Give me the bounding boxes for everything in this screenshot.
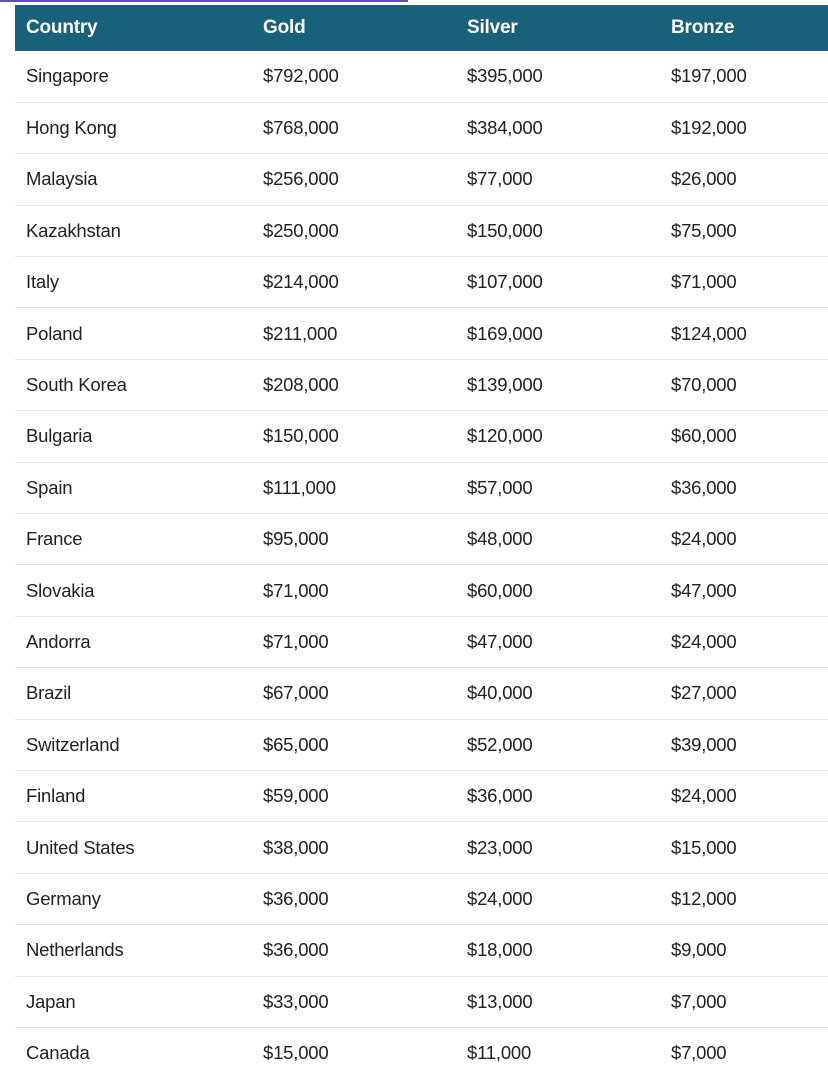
cell-bronze: $12,000 bbox=[671, 887, 737, 909]
table-row bbox=[15, 565, 828, 616]
prize-money-table-container bbox=[15, 5, 828, 1079]
cell-bronze: $27,000 bbox=[671, 682, 737, 704]
prize-money-table bbox=[15, 5, 828, 1079]
cell-gold: $36,000 bbox=[263, 939, 329, 961]
cell-silver: $18,000 bbox=[467, 939, 533, 961]
table-row bbox=[15, 976, 828, 1027]
cell-bronze: $15,000 bbox=[671, 836, 737, 858]
cell-bronze: $24,000 bbox=[671, 630, 737, 652]
cell-silver: $52,000 bbox=[467, 733, 533, 755]
cell-silver: $36,000 bbox=[467, 785, 533, 807]
cell-gold: $768,000 bbox=[263, 117, 339, 139]
cell-country: Bulgaria bbox=[26, 425, 93, 447]
cell-gold: $150,000 bbox=[263, 425, 339, 447]
cell-gold: $792,000 bbox=[263, 65, 339, 87]
cell-bronze: $36,000 bbox=[671, 476, 737, 498]
cell-country: Hong Kong bbox=[26, 117, 117, 139]
cell-bronze: $24,000 bbox=[671, 785, 737, 807]
cell-gold: $65,000 bbox=[263, 733, 329, 755]
cell-gold: $256,000 bbox=[263, 168, 339, 190]
cell-country: United States bbox=[26, 836, 135, 858]
table-row bbox=[15, 462, 828, 513]
cell-gold: $36,000 bbox=[263, 887, 329, 909]
cell-country: Germany bbox=[26, 887, 101, 909]
cell-gold: $211,000 bbox=[263, 322, 338, 344]
cell-bronze: $71,000 bbox=[671, 271, 737, 293]
cell-gold: $59,000 bbox=[263, 785, 329, 807]
table-row bbox=[15, 822, 828, 873]
cell-silver: $395,000 bbox=[467, 65, 543, 87]
cell-bronze: $192,000 bbox=[671, 117, 747, 139]
cell-gold: $71,000 bbox=[263, 630, 329, 652]
cell-country: Brazil bbox=[26, 682, 72, 704]
table-row bbox=[15, 102, 828, 153]
cell-country: Japan bbox=[26, 990, 76, 1012]
table-row bbox=[15, 1027, 828, 1078]
top-accent-line bbox=[0, 0, 408, 2]
table-row bbox=[15, 770, 828, 821]
cell-country: Slovakia bbox=[26, 579, 95, 601]
cell-country: Switzerland bbox=[26, 733, 120, 755]
cell-bronze: $9,000 bbox=[671, 939, 727, 961]
table-row bbox=[15, 873, 828, 924]
cell-bronze: $7,000 bbox=[671, 1042, 727, 1064]
cell-gold: $214,000 bbox=[263, 271, 339, 293]
cell-bronze: $39,000 bbox=[671, 733, 737, 755]
table-header bbox=[15, 5, 828, 51]
table-row bbox=[15, 616, 828, 667]
cell-bronze: $70,000 bbox=[671, 374, 737, 396]
cell-gold: $38,000 bbox=[263, 836, 329, 858]
cell-gold: $71,000 bbox=[263, 579, 329, 601]
cell-country: Netherlands bbox=[26, 939, 124, 961]
table-row bbox=[15, 411, 828, 462]
cell-country: France bbox=[26, 528, 83, 550]
cell-silver: $11,000 bbox=[467, 1042, 532, 1064]
cell-silver: $23,000 bbox=[467, 836, 533, 858]
cell-gold: $33,000 bbox=[263, 990, 329, 1012]
table-row bbox=[15, 925, 828, 976]
cell-country: Andorra bbox=[26, 630, 91, 652]
cell-silver: $384,000 bbox=[467, 117, 543, 139]
table-row bbox=[15, 359, 828, 410]
cell-silver: $48,000 bbox=[467, 528, 533, 550]
cell-gold: $15,000 bbox=[263, 1042, 329, 1064]
header-country: Country bbox=[26, 17, 98, 38]
cell-bronze: $26,000 bbox=[671, 168, 737, 190]
cell-country: Singapore bbox=[26, 65, 109, 87]
cell-bronze: $124,000 bbox=[671, 322, 747, 344]
table-row bbox=[15, 51, 828, 102]
cell-country: Malaysia bbox=[26, 168, 98, 190]
table-row bbox=[15, 154, 828, 205]
cell-silver: $150,000 bbox=[467, 219, 543, 241]
cell-bronze: $7,000 bbox=[671, 990, 727, 1012]
header-bronze: Bronze bbox=[671, 17, 735, 38]
cell-country: Italy bbox=[26, 271, 59, 293]
cell-gold: $67,000 bbox=[263, 682, 329, 704]
table-row bbox=[15, 257, 828, 308]
table-row bbox=[15, 668, 828, 719]
table-body bbox=[15, 51, 828, 1079]
cell-country: Finland bbox=[26, 785, 86, 807]
table-row bbox=[15, 514, 828, 565]
cell-country: Spain bbox=[26, 476, 73, 498]
cell-silver: $57,000 bbox=[467, 476, 533, 498]
header-gold: Gold bbox=[263, 17, 306, 38]
cell-silver: $13,000 bbox=[467, 990, 533, 1012]
table-row bbox=[15, 205, 828, 256]
cell-country: Canada bbox=[26, 1042, 90, 1064]
cell-bronze: $60,000 bbox=[671, 425, 737, 447]
cell-gold: $95,000 bbox=[263, 528, 329, 550]
cell-silver: $169,000 bbox=[467, 322, 543, 344]
table-header-row bbox=[15, 5, 828, 51]
cell-silver: $120,000 bbox=[467, 425, 543, 447]
cell-silver: $139,000 bbox=[467, 374, 543, 396]
cell-bronze: $47,000 bbox=[671, 579, 737, 601]
cell-silver: $60,000 bbox=[467, 579, 533, 601]
cell-gold: $208,000 bbox=[263, 374, 339, 396]
cell-bronze: $24,000 bbox=[671, 528, 737, 550]
cell-silver: $40,000 bbox=[467, 682, 533, 704]
cell-bronze: $75,000 bbox=[671, 219, 737, 241]
table-row bbox=[15, 308, 828, 359]
cell-silver: $107,000 bbox=[467, 271, 543, 293]
cell-country: Kazakhstan bbox=[26, 219, 121, 241]
cell-gold: $250,000 bbox=[263, 219, 339, 241]
cell-bronze: $197,000 bbox=[671, 65, 747, 87]
cell-silver: $47,000 bbox=[467, 630, 533, 652]
cell-gold: $111,000 bbox=[263, 476, 336, 498]
cell-country: Poland bbox=[26, 322, 83, 344]
table-row bbox=[15, 719, 828, 770]
cell-silver: $77,000 bbox=[467, 168, 533, 190]
cell-country: South Korea bbox=[26, 374, 127, 396]
cell-silver: $24,000 bbox=[467, 887, 533, 909]
header-silver: Silver bbox=[467, 17, 518, 38]
